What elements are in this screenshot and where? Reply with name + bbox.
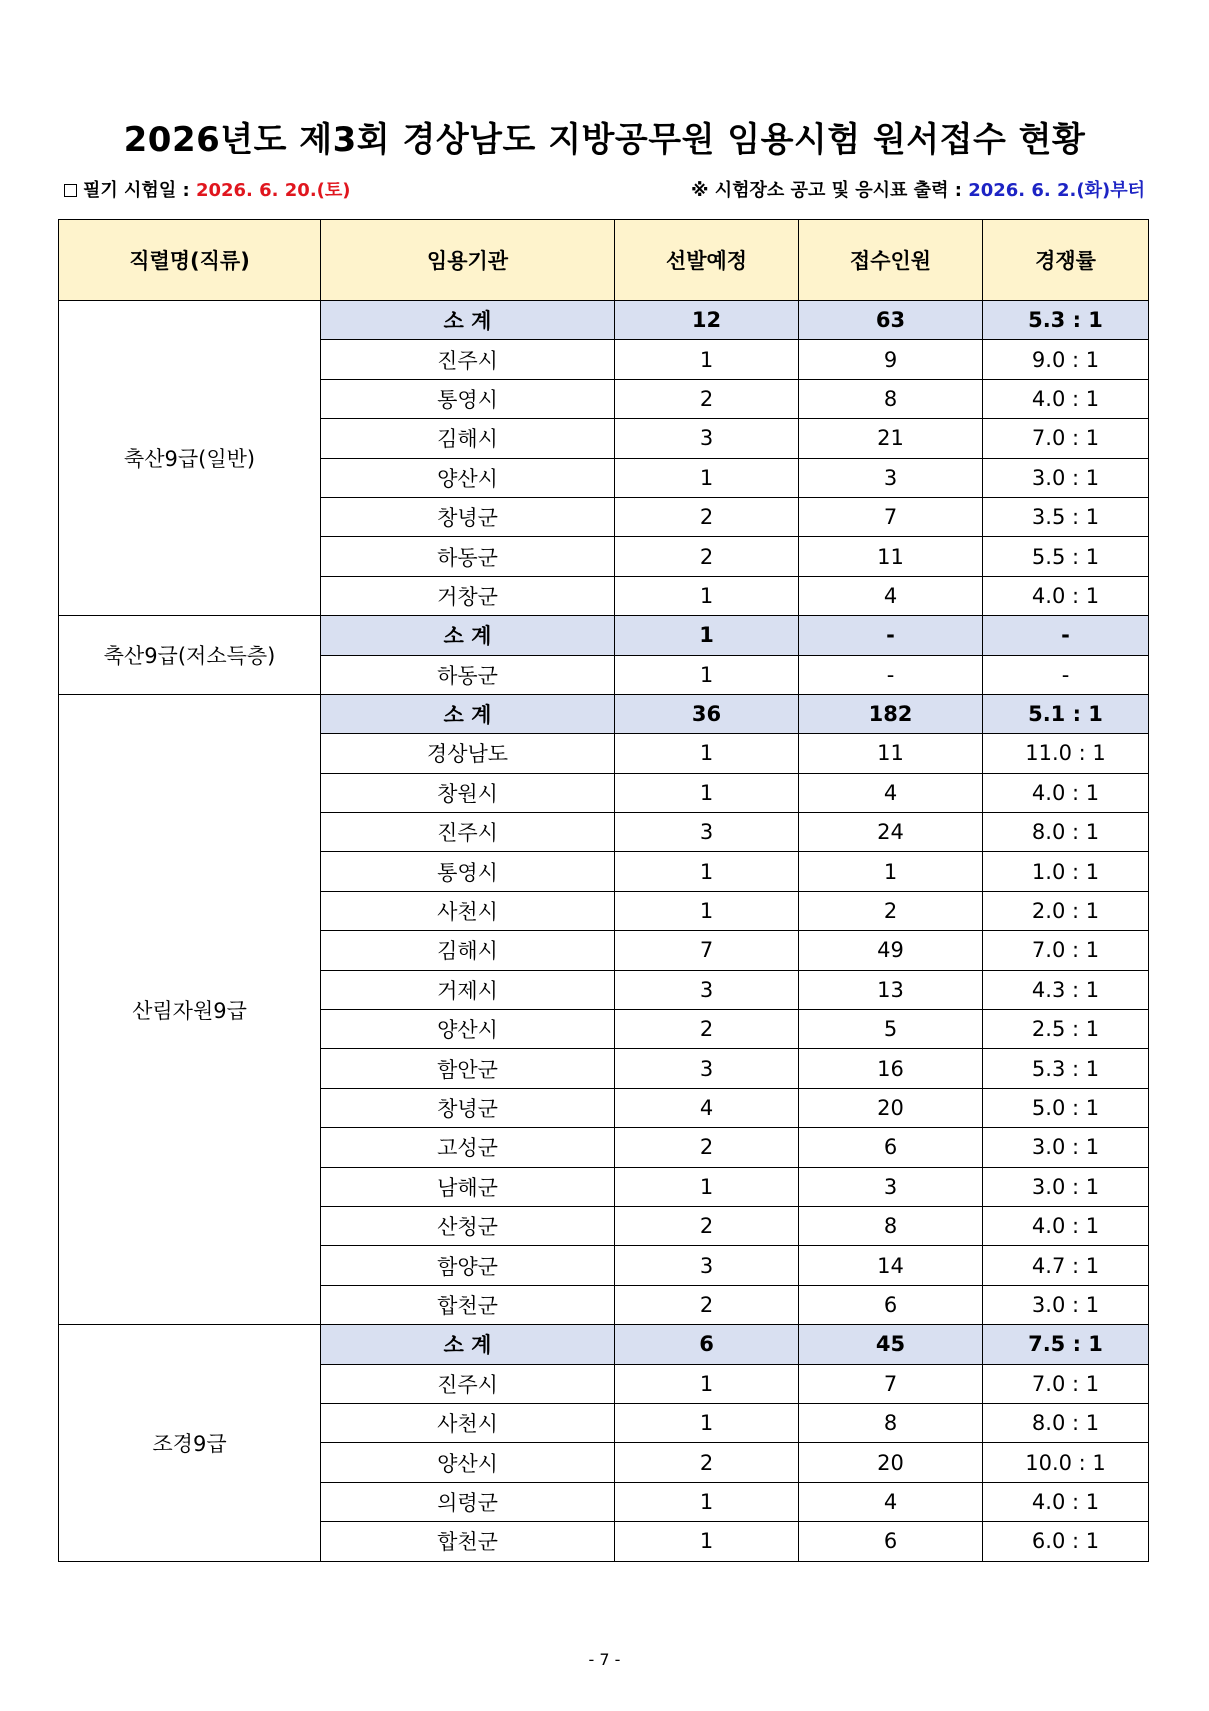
applicants-cell: 4 xyxy=(799,1482,983,1521)
applicants-cell: 20 xyxy=(799,1088,983,1127)
applicants-cell: 5 xyxy=(799,1010,983,1049)
applicants-cell: 20 xyxy=(799,1443,983,1482)
applicants-cell: 13 xyxy=(799,970,983,1009)
exam-date-line xyxy=(64,176,351,202)
applicants-cell: 4 xyxy=(799,773,983,812)
applicants-cell: 9 xyxy=(799,340,983,379)
planned-cell: 1 xyxy=(615,891,799,930)
header-ratio: 경쟁률 xyxy=(983,220,1149,301)
planned-cell: 1 xyxy=(615,1167,799,1206)
planned-cell: 1 xyxy=(615,1482,799,1521)
planned-cell: 1 xyxy=(615,576,799,615)
header-planned: 선발예정 xyxy=(615,220,799,301)
page-number: - 7 - xyxy=(588,1650,621,1669)
agency-cell: 소 계 xyxy=(321,1325,615,1364)
planned-cell: 1 xyxy=(615,340,799,379)
notice-label: ※ 시험장소 공고 및 응시표 출력 : xyxy=(690,180,969,201)
ratio-cell: 3.0 : 1 xyxy=(983,1167,1149,1206)
planned-cell: 2 xyxy=(615,1443,799,1482)
application-status-table xyxy=(58,219,1149,1562)
applicants-cell: - xyxy=(799,655,983,694)
planned-cell: 3 xyxy=(615,1049,799,1088)
subtotal-row xyxy=(59,616,1149,655)
planned-cell: 4 xyxy=(615,1088,799,1127)
ratio-cell: 2.5 : 1 xyxy=(983,1010,1149,1049)
planned-cell: 2 xyxy=(615,1285,799,1324)
planned-cell: 2 xyxy=(615,537,799,576)
planned-cell: 1 xyxy=(615,1403,799,1442)
planned-cell: 1 xyxy=(615,1522,799,1561)
applicants-cell: 49 xyxy=(799,931,983,970)
planned-cell: 3 xyxy=(615,813,799,852)
agency-cell: 창원시 xyxy=(321,773,615,812)
header-agency: 임용기관 xyxy=(321,220,615,301)
ratio-cell: 4.3 : 1 xyxy=(983,970,1149,1009)
ratio-cell: 3.5 : 1 xyxy=(983,497,1149,536)
subtotal-row xyxy=(59,301,1149,340)
agency-cell: 고성군 xyxy=(321,1128,615,1167)
agency-cell: 소 계 xyxy=(321,616,615,655)
applicants-cell: 8 xyxy=(799,379,983,418)
subtotal-row xyxy=(59,694,1149,733)
agency-cell: 의령군 xyxy=(321,1482,615,1521)
planned-cell: 2 xyxy=(615,379,799,418)
planned-cell: 1 xyxy=(615,458,799,497)
ratio-cell: 7.5 : 1 xyxy=(983,1325,1149,1364)
job-series-cell: 축산9급(일반) xyxy=(59,301,321,616)
ratio-cell: 5.3 : 1 xyxy=(983,301,1149,340)
ratio-cell: 4.0 : 1 xyxy=(983,1206,1149,1245)
applicants-cell: 2 xyxy=(799,891,983,930)
ratio-cell: 7.0 : 1 xyxy=(983,419,1149,458)
planned-cell: 12 xyxy=(615,301,799,340)
ratio-cell: 5.3 : 1 xyxy=(983,1049,1149,1088)
ratio-cell: 4.0 : 1 xyxy=(983,1482,1149,1521)
ratio-cell: 6.0 : 1 xyxy=(983,1522,1149,1561)
agency-cell: 합천군 xyxy=(321,1285,615,1324)
planned-cell: 1 xyxy=(615,616,799,655)
ratio-cell: 10.0 : 1 xyxy=(983,1443,1149,1482)
applicants-cell: - xyxy=(799,616,983,655)
ratio-cell: 5.0 : 1 xyxy=(983,1088,1149,1127)
job-series-cell: 산림자원9급 xyxy=(59,694,321,1324)
ratio-cell: - xyxy=(983,616,1149,655)
ratio-cell: 4.0 : 1 xyxy=(983,773,1149,812)
agency-cell: 함안군 xyxy=(321,1049,615,1088)
ratio-cell: - xyxy=(983,655,1149,694)
ratio-cell: 3.0 : 1 xyxy=(983,458,1149,497)
ratio-cell: 4.0 : 1 xyxy=(983,379,1149,418)
agency-cell: 사천시 xyxy=(321,891,615,930)
applicants-cell: 7 xyxy=(799,1364,983,1403)
job-series-cell: 조경9급 xyxy=(59,1325,321,1561)
planned-cell: 2 xyxy=(615,1128,799,1167)
page-title: 2026년도 제3회 경상남도 지방공무원 임용시험 원서접수 현황 xyxy=(123,120,1086,160)
agency-cell: 함양군 xyxy=(321,1246,615,1285)
applicants-cell: 8 xyxy=(799,1206,983,1245)
planned-cell: 2 xyxy=(615,497,799,536)
applicants-cell: 14 xyxy=(799,1246,983,1285)
ratio-cell: 8.0 : 1 xyxy=(983,813,1149,852)
agency-cell: 거제시 xyxy=(321,970,615,1009)
applicants-cell: 182 xyxy=(799,694,983,733)
agency-cell: 양산시 xyxy=(321,458,615,497)
applicants-cell: 16 xyxy=(799,1049,983,1088)
applicants-cell: 4 xyxy=(799,576,983,615)
ratio-cell: 4.7 : 1 xyxy=(983,1246,1149,1285)
applicants-cell: 21 xyxy=(799,419,983,458)
applicants-cell: 1 xyxy=(799,852,983,891)
agency-cell: 하동군 xyxy=(321,537,615,576)
notice-value: 2026. 6. 2.(화)부터 xyxy=(968,180,1145,201)
agency-cell: 하동군 xyxy=(321,655,615,694)
agency-cell: 창녕군 xyxy=(321,497,615,536)
agency-cell: 통영시 xyxy=(321,379,615,418)
planned-cell: 1 xyxy=(615,1364,799,1403)
applicants-cell: 63 xyxy=(799,301,983,340)
exam-date-label: 필기 시험일 : xyxy=(83,180,196,201)
applicants-cell: 24 xyxy=(799,813,983,852)
agency-cell: 김해시 xyxy=(321,419,615,458)
applicants-cell: 6 xyxy=(799,1522,983,1561)
planned-cell: 1 xyxy=(615,773,799,812)
ratio-cell: 7.0 : 1 xyxy=(983,1364,1149,1403)
checkbox-square-icon xyxy=(64,184,77,197)
job-series-cell: 축산9급(저소득층) xyxy=(59,616,321,695)
ratio-cell: 5.5 : 1 xyxy=(983,537,1149,576)
ratio-cell: 3.0 : 1 xyxy=(983,1128,1149,1167)
applicants-cell: 6 xyxy=(799,1285,983,1324)
notice-line xyxy=(691,176,1145,202)
agency-cell: 거창군 xyxy=(321,576,615,615)
agency-cell: 소 계 xyxy=(321,301,615,340)
agency-cell: 진주시 xyxy=(321,340,615,379)
header-applicants: 접수인원 xyxy=(799,220,983,301)
planned-cell: 36 xyxy=(615,694,799,733)
applicants-cell: 3 xyxy=(799,458,983,497)
ratio-cell: 2.0 : 1 xyxy=(983,891,1149,930)
planned-cell: 1 xyxy=(615,655,799,694)
table-header-row xyxy=(59,220,1149,301)
agency-cell: 사천시 xyxy=(321,1403,615,1442)
header-job-series: 직렬명(직류) xyxy=(59,220,321,301)
applicants-cell: 8 xyxy=(799,1403,983,1442)
planned-cell: 7 xyxy=(615,931,799,970)
agency-cell: 양산시 xyxy=(321,1443,615,1482)
agency-cell: 진주시 xyxy=(321,813,615,852)
ratio-cell: 11.0 : 1 xyxy=(983,734,1149,773)
agency-cell: 김해시 xyxy=(321,931,615,970)
planned-cell: 3 xyxy=(615,419,799,458)
ratio-cell: 8.0 : 1 xyxy=(983,1403,1149,1442)
agency-cell: 통영시 xyxy=(321,852,615,891)
ratio-cell: 9.0 : 1 xyxy=(983,340,1149,379)
ratio-cell: 7.0 : 1 xyxy=(983,931,1149,970)
planned-cell: 1 xyxy=(615,852,799,891)
planned-cell: 6 xyxy=(615,1325,799,1364)
agency-cell: 진주시 xyxy=(321,1364,615,1403)
applicants-cell: 3 xyxy=(799,1167,983,1206)
agency-cell: 경상남도 xyxy=(321,734,615,773)
planned-cell: 2 xyxy=(615,1206,799,1245)
agency-cell: 산청군 xyxy=(321,1206,615,1245)
agency-cell: 합천군 xyxy=(321,1522,615,1561)
applicants-cell: 11 xyxy=(799,734,983,773)
ratio-cell: 3.0 : 1 xyxy=(983,1285,1149,1324)
agency-cell: 양산시 xyxy=(321,1010,615,1049)
exam-date-value: 2026. 6. 20.(토) xyxy=(195,180,351,201)
ratio-cell: 5.1 : 1 xyxy=(983,694,1149,733)
applicants-cell: 6 xyxy=(799,1128,983,1167)
applicants-cell: 45 xyxy=(799,1325,983,1364)
ratio-cell: 4.0 : 1 xyxy=(983,576,1149,615)
ratio-cell: 1.0 : 1 xyxy=(983,852,1149,891)
applicants-cell: 7 xyxy=(799,497,983,536)
table-body xyxy=(59,301,1149,1562)
planned-cell: 2 xyxy=(615,1010,799,1049)
planned-cell: 3 xyxy=(615,1246,799,1285)
planned-cell: 1 xyxy=(615,734,799,773)
applicants-cell: 11 xyxy=(799,537,983,576)
agency-cell: 창녕군 xyxy=(321,1088,615,1127)
agency-cell: 남해군 xyxy=(321,1167,615,1206)
agency-cell: 소 계 xyxy=(321,694,615,733)
planned-cell: 3 xyxy=(615,970,799,1009)
subtotal-row xyxy=(59,1325,1149,1364)
